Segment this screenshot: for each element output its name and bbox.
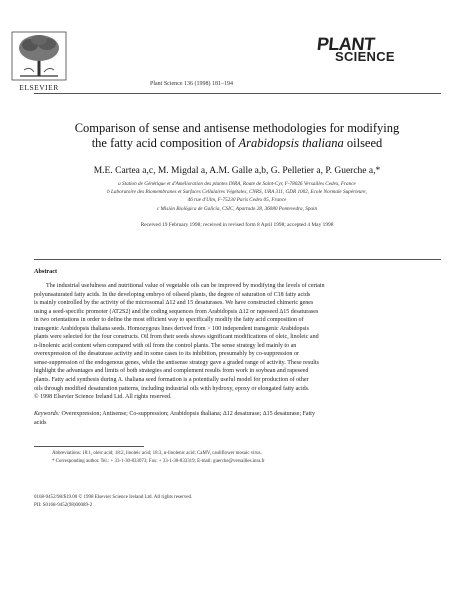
copyright-block: [34, 494, 441, 510]
pii-line: PII: S0168-9452(98)00089-2: [34, 503, 93, 508]
article-title: [20, 121, 454, 150]
abstract-divider: [34, 259, 441, 260]
keywords-label: Keywords:: [34, 411, 60, 417]
keywords-list: Overexpression; Antisense; Co-suppression; Arabidopsis thaliana; Δ12 desaturase; Δ15 desaturase; Fatty: [61, 411, 315, 417]
keywords: [34, 410, 441, 427]
abstract-line: plants were selected for the four constructs. Oil from their seeds shows significant modifications of oleic, linoleic and: [34, 334, 319, 341]
abstract-line: plants. Fatty acid synthesis during A. thaliana seed formation is a potentially useful model for production of other: [34, 377, 309, 384]
issn-line: 0168-9452/98/$19.00 © 1998 Elsevier Science Ireland Ltd. All rights reserved.: [34, 495, 193, 500]
title-line-1: Comparison of sense and antisense methodologies for modifying: [74, 121, 400, 135]
title-line-2: [20, 136, 454, 151]
abstract-line: transgenic Arabidopsis thaliana seeds. Homozygous lines derived from > 100 independent transgenic Arabidopsis: [34, 325, 309, 332]
affiliation-a: a Station de Génétique et d'Amélioration des plantes INRA, Route de Saint-Cyr, F-78026 Versailles Cedex, France: [118, 181, 356, 187]
abstract-line: α-linolenic acid content when compared with oil from the control plants. The sense strategy led mainly to an: [34, 342, 297, 349]
author-list: M.E. Cartea a,c, M. Migdal a, A.M. Galle a,b, G. Pelletier a, P. Guerche a,*: [93, 166, 381, 176]
abstract-line: The industrial usefulness and nutritional value of vegetable oils can be improved by modifying the levels of certain: [46, 283, 325, 289]
title-line-2-post: oilseed: [343, 135, 383, 150]
affiliation-b-cont: 46 rue d'Ulm, F-75230 Paris Cedex 05, France: [187, 197, 287, 204]
affiliation-b: b Laboratoire des Biomembranes et Surfaces Cellulaires Végétales, CNRS, URA 311, GDR 1002, Ecole Normale Supérieure,: [107, 189, 367, 196]
received-dates: Received 19 February 1998; received in revised form 8 April 1998; accepted 4 May 1998: [140, 222, 334, 228]
journal-reference: Plant Science 136 (1998) 181–194: [150, 81, 233, 87]
affiliations: [60, 180, 414, 213]
keywords-line-1: [34, 410, 441, 419]
abstract-line: highlight the advantages and limits of both strategies and complement results from work in soybean and rapeseed: [34, 368, 309, 375]
corresponding-author-note: * Corresponding author. Tel.: + 33-1-30-833073; Fax: + 33-1-30-833319; E-mail: guerche@versailles.inra.fr: [52, 459, 265, 464]
elsevier-tree-logo-icon: [10, 30, 68, 88]
publisher-name: ELSEVIER: [19, 83, 59, 92]
title-line-2-pre: the fatty acid composition of: [91, 135, 239, 150]
affiliation-c: c Misión Biológica de Galicia, CSIC, Apartado 28, 36080 Pontevedra, Spain: [156, 205, 318, 212]
abstract-line: © 1998 Elsevier Science Ireland Ltd. All rights reserved.: [34, 394, 172, 401]
abstract-line: oils through modified desaturation patterns, including industrial oils with hydroxy, epoxy or elongated fatty acids.: [34, 385, 310, 392]
journal-logo-line2: SCIENCE: [335, 49, 395, 64]
abstract-heading: Abstract: [34, 268, 58, 275]
abstract-line: is mainly controlled by the activity of the microsomal Δ12 and 15 desaturases. We have constructed chimeric genes: [34, 300, 314, 307]
abstract-line: polyunsaturated fatty acids. In the developing embryo of oilseed plants, the degree of saturation of C18 fatty acids: [34, 291, 311, 298]
journal-logo-line1: PLANT: [316, 34, 376, 54]
abstract-line: using a seed-specific promoter (AT2S2) and the coding sequences from Arabidopsis Δ12 or rapeseed Δ15 desaturases: [34, 308, 319, 315]
abstract-body: [34, 282, 441, 402]
abstract-line: in two orientations in order to define the most efficient way to specifically modify the fatty acid composition of: [34, 317, 304, 324]
abstract-line: sense-suppression of the endogenous genes, while the antisense strategy gave a graded range of activity. These results: [34, 359, 319, 366]
footnote-divider: [34, 446, 144, 447]
header-divider: [34, 93, 441, 94]
title-species-italic: Arabidopsis thaliana: [238, 135, 344, 150]
abstract-line: overexpression of the desaturase activity and in some cases to its inhibition, presumably by co-suppression or: [34, 351, 299, 358]
journal-logo: [317, 34, 437, 80]
keywords-line-2: acids: [34, 419, 47, 426]
abbreviations-note: Abbreviations: 18:1, oleic acid; 18:2, linoleic acid; 18:3, α-linolenic acid; CaMV, cauliflower mosaic virus.: [52, 451, 262, 456]
footnotes: [52, 450, 442, 466]
